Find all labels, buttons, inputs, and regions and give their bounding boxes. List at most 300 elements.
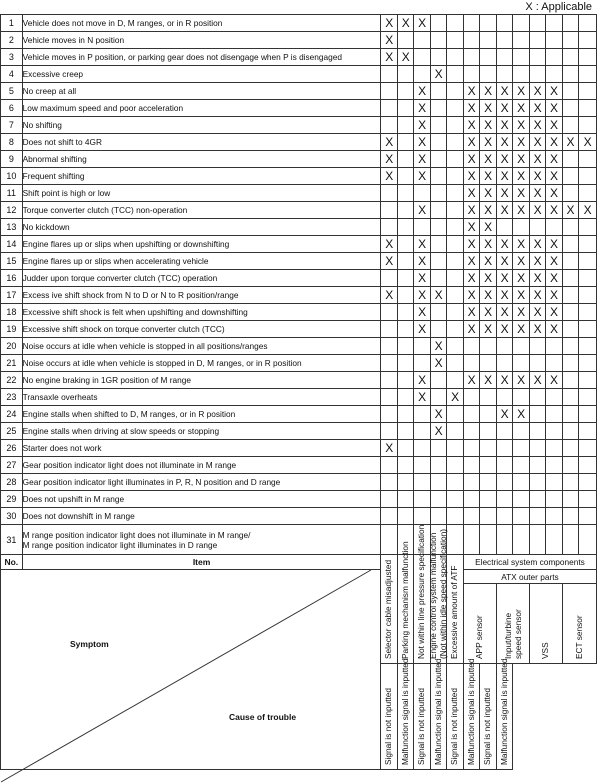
- mark-cell: [381, 219, 397, 236]
- no-column-header: No.: [1, 555, 23, 570]
- symptom-table: [0, 14, 597, 770]
- mark-cell: X: [414, 372, 430, 389]
- table-row: [1, 83, 597, 100]
- mark-cell: X: [480, 253, 496, 270]
- mark-cell: X: [496, 202, 512, 219]
- mark-cell: [381, 270, 397, 287]
- electrical-group-header: Electrical system components: [463, 555, 596, 570]
- mark-cell: X: [397, 15, 413, 32]
- mark-cell: X: [414, 389, 430, 406]
- mark-cell: [430, 168, 446, 185]
- mark-cell: [496, 457, 512, 474]
- mark-cell: [480, 491, 496, 508]
- mark-cell: [463, 389, 479, 406]
- cause-header-5: [381, 664, 397, 770]
- mark-cell: X: [480, 117, 496, 134]
- mark-cell: [529, 389, 545, 406]
- mark-cell: [447, 100, 463, 117]
- mark-cell: X: [480, 185, 496, 202]
- mark-cell: [463, 525, 479, 555]
- mark-cell: X: [546, 202, 562, 219]
- mark-cell: [546, 457, 562, 474]
- table-row: [1, 525, 597, 555]
- mark-cell: [447, 202, 463, 219]
- row-number: 15: [1, 253, 23, 270]
- mark-cell: [562, 389, 578, 406]
- mark-cell: X: [480, 134, 496, 151]
- cause-header-7: [414, 664, 430, 770]
- mark-cell: [562, 423, 578, 440]
- mark-cell: X: [513, 117, 529, 134]
- mark-cell: X: [480, 83, 496, 100]
- mark-cell: [414, 49, 430, 66]
- mark-cell: [414, 355, 430, 372]
- mark-cell: [414, 219, 430, 236]
- mark-cell: [480, 474, 496, 491]
- mark-cell: [579, 219, 597, 236]
- cause-header-6: [397, 658, 413, 770]
- mark-cell: [463, 66, 479, 83]
- mark-cell: [430, 440, 446, 457]
- mark-cell: [381, 508, 397, 525]
- sensor-header-ect: [562, 584, 596, 664]
- mark-cell: [463, 423, 479, 440]
- mark-cell: [447, 236, 463, 253]
- row-item: Noise occurs at idle when vehicle is stopped in all positions/ranges: [22, 338, 381, 355]
- mark-cell: X: [463, 219, 479, 236]
- mark-cell: [430, 117, 446, 134]
- mark-cell: [529, 219, 545, 236]
- mark-cell: X: [447, 389, 463, 406]
- mark-cell: [579, 270, 597, 287]
- mark-cell: [463, 508, 479, 525]
- mark-cell: [579, 457, 597, 474]
- mark-cell: X: [513, 185, 529, 202]
- mark-cell: [529, 440, 545, 457]
- row-item: Vehicle moves in N position: [22, 32, 381, 49]
- mark-cell: [447, 151, 463, 168]
- mark-cell: [579, 508, 597, 525]
- table-row: [1, 100, 597, 117]
- mark-cell: X: [529, 83, 545, 100]
- mark-cell: [463, 15, 479, 32]
- mark-cell: [447, 525, 463, 555]
- mark-cell: X: [529, 202, 545, 219]
- cause-header-3: [427, 528, 448, 664]
- mark-cell: X: [414, 83, 430, 100]
- table-row: [1, 389, 597, 406]
- mark-cell: [546, 338, 562, 355]
- mark-cell: [513, 355, 529, 372]
- mark-cell: X: [414, 100, 430, 117]
- mark-cell: [447, 423, 463, 440]
- cause-label: Signal is not inputted: [383, 687, 394, 765]
- row-item: Does not shift to 4GR: [22, 134, 381, 151]
- row-number: 5: [1, 83, 23, 100]
- mark-cell: X: [414, 236, 430, 253]
- mark-cell: X: [381, 49, 397, 66]
- mark-cell: [529, 355, 545, 372]
- mark-cell: X: [546, 253, 562, 270]
- mark-cell: X: [529, 321, 545, 338]
- cause-label: Signal is not inputted: [416, 687, 427, 765]
- mark-cell: [381, 491, 397, 508]
- mark-cell: [562, 15, 578, 32]
- mark-cell: [496, 491, 512, 508]
- mark-cell: [529, 66, 545, 83]
- mark-cell: [430, 100, 446, 117]
- mark-cell: [529, 423, 545, 440]
- mark-cell: [496, 219, 512, 236]
- mark-cell: [447, 338, 463, 355]
- mark-cell: X: [513, 253, 529, 270]
- sensor-header-app: [463, 584, 496, 664]
- table-row: [1, 236, 597, 253]
- mark-cell: X: [496, 185, 512, 202]
- mark-cell: [496, 338, 512, 355]
- mark-cell: [397, 253, 413, 270]
- mark-cell: [496, 474, 512, 491]
- row-item: Engine flares up or slips when upshifting or downshifting: [22, 236, 381, 253]
- mark-cell: [513, 389, 529, 406]
- table-row: [1, 474, 597, 491]
- mark-cell: X: [480, 321, 496, 338]
- row-number: 25: [1, 423, 23, 440]
- mark-cell: [513, 49, 529, 66]
- row-item: Excessive shift shock on torque converter clutch (TCC): [22, 321, 381, 338]
- mark-cell: [397, 202, 413, 219]
- mark-cell: [546, 508, 562, 525]
- mark-cell: [397, 219, 413, 236]
- mark-cell: X: [579, 134, 597, 151]
- table-row: [1, 372, 597, 389]
- mark-cell: [430, 389, 446, 406]
- mark-cell: [529, 491, 545, 508]
- table-row: [1, 304, 597, 321]
- mark-cell: [430, 253, 446, 270]
- mark-cell: [579, 49, 597, 66]
- cause-label: Parking mechanism malfunction: [399, 541, 410, 659]
- mark-cell: [447, 185, 463, 202]
- mark-cell: [579, 491, 597, 508]
- mark-cell: [397, 304, 413, 321]
- table-row: [1, 355, 597, 372]
- mark-cell: X: [513, 100, 529, 117]
- row-item: Engine stalls when shifted to D, M ranges, or in R position: [22, 406, 381, 423]
- mark-cell: [447, 508, 463, 525]
- table-row: [1, 185, 597, 202]
- mark-cell: [447, 32, 463, 49]
- mark-cell: [381, 117, 397, 134]
- mark-cell: [529, 406, 545, 423]
- mark-cell: X: [414, 134, 430, 151]
- mark-cell: [414, 474, 430, 491]
- mark-cell: [496, 66, 512, 83]
- mark-cell: X: [546, 236, 562, 253]
- mark-cell: [430, 134, 446, 151]
- table-row: [1, 321, 597, 338]
- mark-cell: [381, 66, 397, 83]
- mark-cell: [562, 372, 578, 389]
- mark-cell: X: [546, 287, 562, 304]
- mark-cell: [562, 32, 578, 49]
- row-item: Noise occurs at idle when vehicle is stopped in D, M ranges, or in R position: [22, 355, 381, 372]
- mark-cell: X: [480, 168, 496, 185]
- row-item: Starter does not work: [22, 440, 381, 457]
- mark-cell: [579, 168, 597, 185]
- mark-cell: [579, 100, 597, 117]
- mark-cell: X: [430, 338, 446, 355]
- mark-cell: [414, 457, 430, 474]
- mark-cell: [480, 508, 496, 525]
- mark-cell: X: [463, 185, 479, 202]
- row-item: Shift point is high or low: [22, 185, 381, 202]
- mark-cell: X: [546, 151, 562, 168]
- applicable-legend: X : Applicable: [525, 1, 592, 13]
- mark-cell: [414, 338, 430, 355]
- mark-cell: X: [546, 321, 562, 338]
- mark-cell: X: [529, 151, 545, 168]
- mark-cell: X: [496, 304, 512, 321]
- row-number: 29: [1, 491, 23, 508]
- mark-cell: [447, 287, 463, 304]
- mark-cell: X: [529, 236, 545, 253]
- mark-cell: X: [546, 134, 562, 151]
- mark-cell: [447, 253, 463, 270]
- mark-cell: [562, 100, 578, 117]
- mark-cell: [447, 270, 463, 287]
- table-row: [1, 49, 597, 66]
- mark-cell: [447, 66, 463, 83]
- mark-cell: X: [414, 287, 430, 304]
- mark-cell: [397, 66, 413, 83]
- mark-cell: [463, 457, 479, 474]
- row-number: 7: [1, 117, 23, 134]
- mark-cell: [430, 219, 446, 236]
- row-item: Low maximum speed and poor acceleration: [22, 100, 381, 117]
- mark-cell: [447, 304, 463, 321]
- mark-cell: X: [414, 304, 430, 321]
- row-number: 21: [1, 355, 23, 372]
- mark-cell: [529, 457, 545, 474]
- mark-cell: [381, 355, 397, 372]
- mark-cell: X: [480, 236, 496, 253]
- row-number: 3: [1, 49, 23, 66]
- row-number: 28: [1, 474, 23, 491]
- row-number: 20: [1, 338, 23, 355]
- mark-cell: [397, 423, 413, 440]
- mark-cell: [414, 508, 430, 525]
- mark-cell: [579, 66, 597, 83]
- row-number: 18: [1, 304, 23, 321]
- row-item: Abnormal shifting: [22, 151, 381, 168]
- cause-label: Signal is not inputted: [449, 687, 460, 765]
- mark-cell: [513, 508, 529, 525]
- row-number: 19: [1, 321, 23, 338]
- cause-header-9: [447, 664, 463, 770]
- mark-cell: [496, 49, 512, 66]
- mark-cell: X: [562, 202, 578, 219]
- mark-cell: X: [513, 372, 529, 389]
- mark-cell: [447, 134, 463, 151]
- cause-header-1: [397, 541, 413, 664]
- mark-cell: [562, 168, 578, 185]
- mark-cell: X: [463, 151, 479, 168]
- row-number: 9: [1, 151, 23, 168]
- mark-cell: [513, 423, 529, 440]
- mark-cell: [447, 491, 463, 508]
- mark-cell: [579, 474, 597, 491]
- mark-cell: [579, 117, 597, 134]
- mark-cell: [562, 406, 578, 423]
- mark-cell: X: [546, 100, 562, 117]
- mark-cell: [529, 474, 545, 491]
- row-item: Transaxle overheats: [22, 389, 381, 406]
- mark-cell: X: [463, 253, 479, 270]
- mark-cell: [397, 508, 413, 525]
- mark-cell: X: [381, 151, 397, 168]
- cause-header-12: [496, 658, 512, 770]
- mark-cell: [480, 49, 496, 66]
- mark-cell: [579, 338, 597, 355]
- mark-cell: [480, 66, 496, 83]
- mark-cell: [414, 32, 430, 49]
- row-number: 30: [1, 508, 23, 525]
- row-number: 1: [1, 15, 23, 32]
- row-item: Vehicle does not move in D, M ranges, or in R position: [22, 15, 381, 32]
- cause-of-trouble-label: Cause of trouble: [229, 712, 297, 722]
- mark-cell: [562, 321, 578, 338]
- mark-cell: X: [430, 423, 446, 440]
- mark-cell: X: [529, 134, 545, 151]
- mark-cell: [546, 525, 562, 555]
- mark-cell: [513, 525, 529, 555]
- mark-cell: [430, 270, 446, 287]
- mark-cell: [562, 253, 578, 270]
- cause-label: Malfunction signal is inputted: [465, 658, 476, 765]
- row-item: M range position indicator light does not illuminate in M range/ M range position indicator light illuminates in D range: [22, 525, 381, 555]
- mark-cell: X: [381, 253, 397, 270]
- mark-cell: X: [381, 134, 397, 151]
- mark-cell: X: [546, 270, 562, 287]
- row-item: Does not downshift in M range: [22, 508, 381, 525]
- mark-cell: X: [529, 270, 545, 287]
- row-item: No engine braking in 1GR position of M range: [22, 372, 381, 389]
- mark-cell: [562, 117, 578, 134]
- mark-cell: X: [496, 406, 512, 423]
- mark-cell: [397, 440, 413, 457]
- mark-cell: [414, 491, 430, 508]
- mark-cell: [447, 49, 463, 66]
- mark-cell: [496, 15, 512, 32]
- mark-cell: [447, 219, 463, 236]
- mark-cell: [562, 49, 578, 66]
- cause-label: Malfunction signal is inputted: [399, 658, 410, 765]
- mark-cell: X: [496, 134, 512, 151]
- table-row: [1, 406, 597, 423]
- mark-cell: [546, 474, 562, 491]
- mark-cell: [496, 389, 512, 406]
- mark-cell: [579, 185, 597, 202]
- row-number: 22: [1, 372, 23, 389]
- row-item: Excess ive shift shock from N to D or N to R position/range: [22, 287, 381, 304]
- mark-cell: X: [496, 253, 512, 270]
- mark-cell: [562, 457, 578, 474]
- mark-cell: X: [463, 168, 479, 185]
- cause-label: Excessive amount of ATF: [449, 565, 460, 659]
- mark-cell: [381, 389, 397, 406]
- table-row: [1, 117, 597, 134]
- mark-cell: [381, 202, 397, 219]
- mark-cell: X: [546, 117, 562, 134]
- mark-cell: [397, 270, 413, 287]
- mark-cell: [397, 168, 413, 185]
- sensor-label: VSS: [539, 642, 550, 659]
- mark-cell: [546, 15, 562, 32]
- cause-header-10: [463, 658, 479, 770]
- mark-cell: X: [546, 168, 562, 185]
- mark-cell: [381, 406, 397, 423]
- mark-cell: X: [430, 66, 446, 83]
- table-row: [1, 287, 597, 304]
- mark-cell: X: [414, 168, 430, 185]
- mark-cell: X: [513, 202, 529, 219]
- mark-cell: X: [529, 100, 545, 117]
- mark-cell: X: [414, 202, 430, 219]
- mark-cell: [381, 423, 397, 440]
- row-item: Vehicle moves in P position, or parking gear does not disengage when P is disengaged: [22, 49, 381, 66]
- mark-cell: X: [480, 202, 496, 219]
- mark-cell: [397, 134, 413, 151]
- row-item: Excessive creep: [22, 66, 381, 83]
- mark-cell: X: [562, 134, 578, 151]
- mark-cell: [480, 406, 496, 423]
- mark-cell: [480, 389, 496, 406]
- mark-cell: X: [430, 355, 446, 372]
- mark-cell: [562, 287, 578, 304]
- mark-cell: [480, 457, 496, 474]
- mark-cell: [496, 32, 512, 49]
- mark-cell: [381, 525, 397, 555]
- table-row: [1, 15, 597, 32]
- mark-cell: [430, 372, 446, 389]
- mark-cell: [397, 100, 413, 117]
- mark-cell: [430, 202, 446, 219]
- mark-cell: [562, 185, 578, 202]
- mark-cell: X: [579, 202, 597, 219]
- mark-cell: [463, 491, 479, 508]
- row-number: 8: [1, 134, 23, 151]
- row-item: No shifting: [22, 117, 381, 134]
- mark-cell: [430, 491, 446, 508]
- mark-cell: [447, 83, 463, 100]
- mark-cell: [381, 185, 397, 202]
- mark-cell: X: [496, 168, 512, 185]
- mark-cell: [513, 440, 529, 457]
- mark-cell: [463, 32, 479, 49]
- table-row: [1, 32, 597, 49]
- mark-cell: X: [463, 236, 479, 253]
- mark-cell: X: [529, 185, 545, 202]
- mark-cell: [513, 338, 529, 355]
- mark-cell: [480, 440, 496, 457]
- mark-cell: X: [546, 372, 562, 389]
- mark-cell: X: [529, 304, 545, 321]
- mark-cell: [513, 457, 529, 474]
- mark-cell: [513, 491, 529, 508]
- mark-cell: X: [480, 100, 496, 117]
- cause-label: Signal is not inputted: [482, 687, 493, 765]
